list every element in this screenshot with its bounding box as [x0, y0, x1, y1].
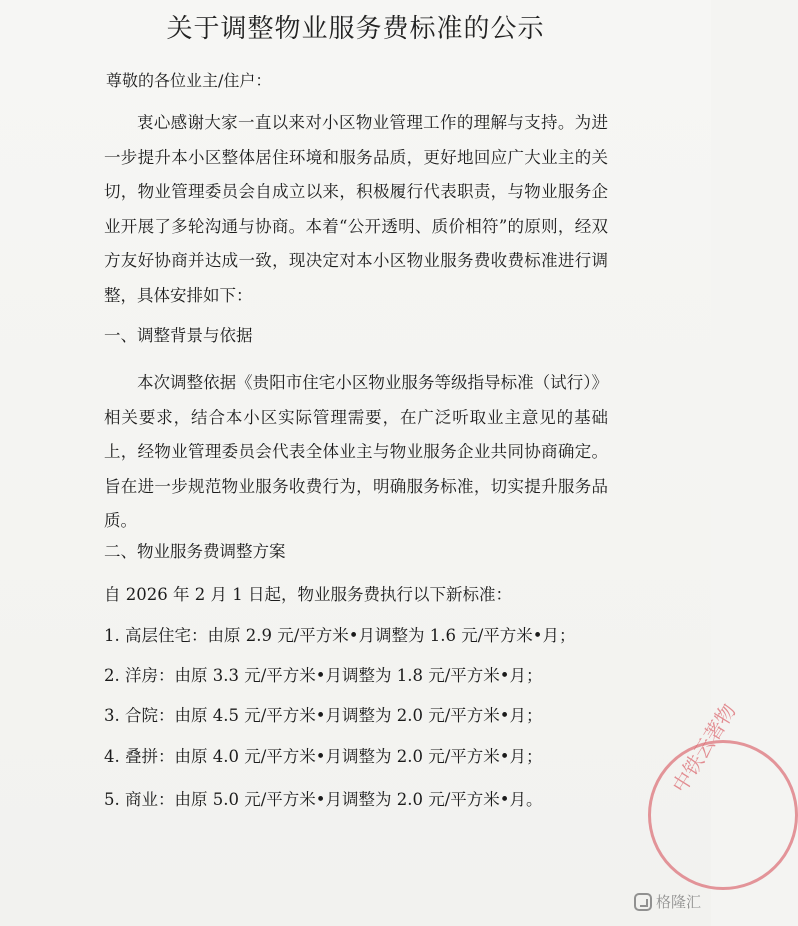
salutation: 尊敬的各位业主/住户： [106, 71, 272, 90]
intro-paragraph: 衷心感谢大家一直以来对小区物业管理工作的理解与支持。为进一步提升本小区整体居住环境和服务品质，更好地回应广大业主的关切，物业管理委员会自成立以来，积极履行代表职责，与物业服务企业开展了多轮沟通与协商。本着“公开透明、质价相符”的原则，经双方友好协商并达成一致，现决定对本小区物业服务费收费标准进行调整，具体安排如下： [104, 113, 608, 305]
watermark [634, 891, 701, 912]
gelonghui-logo-icon [634, 893, 652, 911]
seal-text: 中铁云著物 [667, 699, 741, 797]
background-paragraph: 本次调整依据《贵阳市住宅小区物业服务等级指导标准（试行）》相关要求，结合本小区实际管理需要，在广泛听取业主意见的基础上，经物业管理委员会代表全体业主与物业服务企业共同协商确定。旨在进一步规范物业服务收费行为，明确服务标准，切实提升服务品质。 [104, 373, 608, 531]
fee-item-courtyard: 3. 合院：由原 4.5 元/平方米•月调整为 2.0 元/平方米•月； [104, 706, 543, 725]
section-heading-background: 一、调整背景与依据 [104, 326, 253, 345]
section-heading-fee-plan: 二、物业服务费调整方案 [104, 542, 286, 561]
document-title: 关于调整物业服务费标准的公示 [166, 14, 545, 44]
effective-date-line: 自 2026 年 2 月 1 日起，物业服务费执行以下新标准： [104, 585, 512, 604]
fee-item-stacked: 4. 叠拼：由原 4.0 元/平方米•月调整为 2.0 元/平方米•月； [104, 747, 543, 766]
watermark-text: 格隆汇 [655, 893, 701, 911]
fee-item-highrise: 1. 高层住宅：由原 2.9 元/平方米•月调整为 1.6 元/平方米•月； [104, 626, 576, 645]
fee-item-villa: 2. 洋房：由原 3.3 元/平方米•月调整为 1.8 元/平方米•月； [104, 666, 543, 685]
red-seal-stamp [648, 740, 798, 890]
fee-item-commercial: 5. 商业：由原 5.0 元/平方米•月调整为 2.0 元/平方米•月。 [104, 790, 543, 809]
